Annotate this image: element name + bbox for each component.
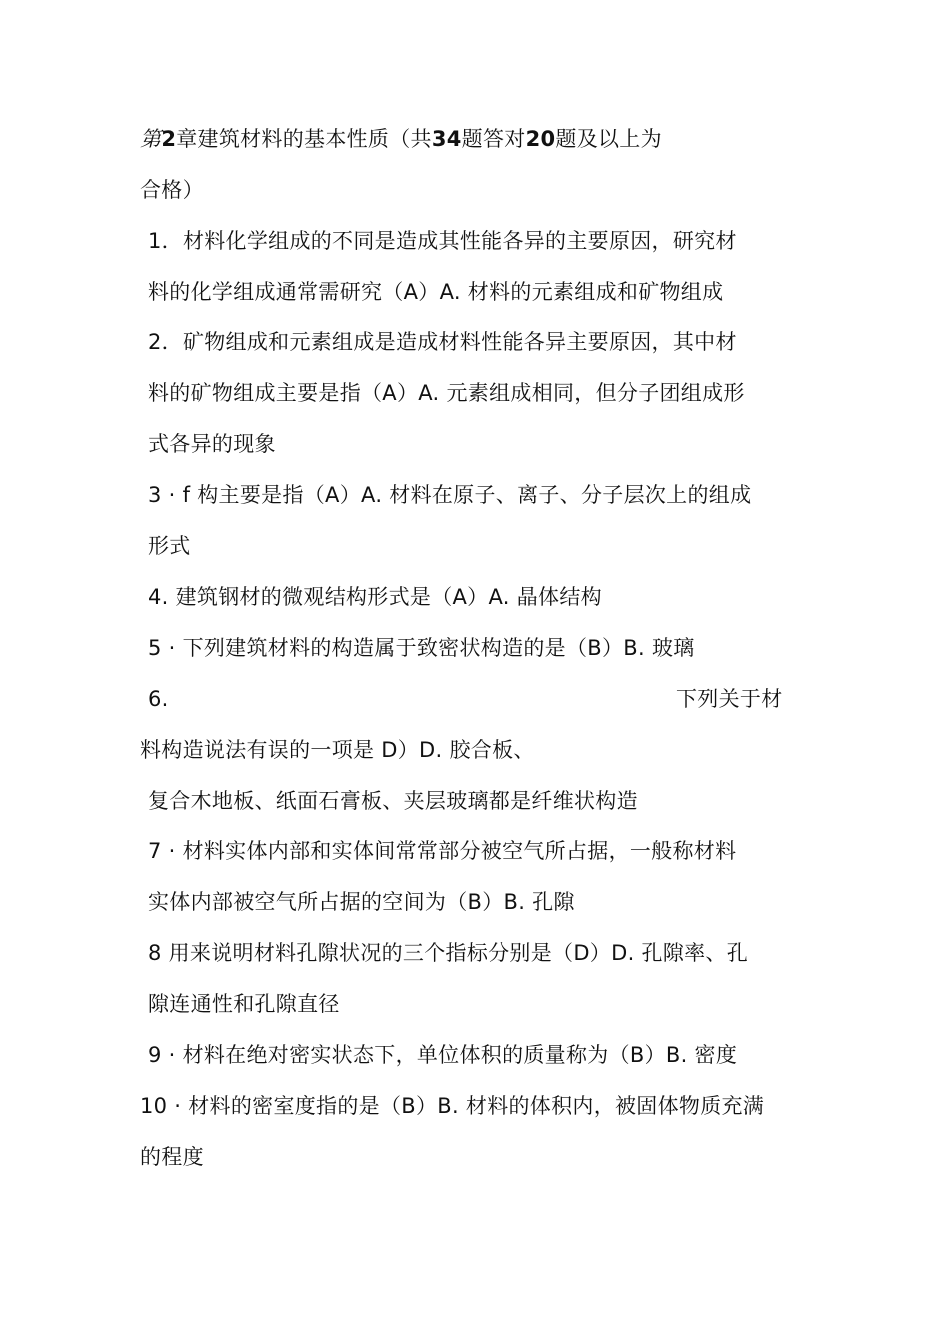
- text-line: 复合木地板、纸面石膏板、夹层玻璃都是纤维状构造: [148, 789, 638, 813]
- text-line: 5 · 下列建筑材料的构造属于致密状构造的是（B）B. 玻璃: [148, 636, 695, 660]
- text-line: 的程度: [140, 1145, 204, 1169]
- title-text-2: 题答对: [461, 127, 526, 151]
- text-line: 料构造说法有误的一项是 D）D. 胶合板、: [140, 738, 535, 762]
- text-line: 料的化学组成通常需研究（A）A. 材料的元素组成和矿物组成: [148, 280, 724, 304]
- text-line: 10 · 材料的密室度指的是（B）B. 材料的体积内，被固体物质充满: [140, 1094, 765, 1118]
- title-chapter-number: 2: [161, 127, 177, 151]
- page-title: [140, 124, 662, 154]
- text-line: 式各异的现象: [148, 432, 276, 456]
- page-title-line-2: 合格）: [140, 178, 204, 202]
- title-prefix: 第: [140, 127, 162, 151]
- text-line: 9 · 材料在绝对密实状态下，单位体积的质量称为（B）B. 密度: [148, 1043, 738, 1067]
- text-line: 2．矿物组成和元素组成是造成材料性能各异主要原因，其中材: [148, 330, 737, 354]
- title-text-1: 章建筑材料的基本性质（共: [176, 127, 432, 151]
- text-line: 隙连通性和孔隙直径: [148, 992, 340, 1016]
- title-text-3: 题及以上为: [555, 127, 662, 151]
- text-line-right: 下列关于材: [676, 687, 783, 711]
- text-line: 实体内部被空气所占据的空间为（B）B. 孔隙: [148, 890, 575, 914]
- text-line: 7 · 材料实体内部和实体间常常部分被空气所占据，一般称材料: [148, 839, 737, 863]
- text-line: 形式: [148, 534, 191, 558]
- text-line: 3 · f 构主要是指（A）A. 材料在原子、离子、分子层次上的组成: [148, 483, 752, 507]
- title-total: 34: [431, 127, 462, 151]
- text-line: 1．材料化学组成的不同是造成其性能各异的主要原因，研究材: [148, 229, 737, 253]
- title-pass: 20: [525, 127, 556, 151]
- text-line: 料的矿物组成主要是指（A）A. 元素组成相同，但分子团组成形: [148, 381, 745, 405]
- text-line: 6.: [148, 687, 169, 711]
- text-line: 8 用来说明材料孔隙状况的三个指标分别是（D）D. 孔隙率、孔: [148, 941, 749, 965]
- text-line: 4. 建筑钢材的微观结构形式是（A）A. 晶体结构: [148, 585, 602, 609]
